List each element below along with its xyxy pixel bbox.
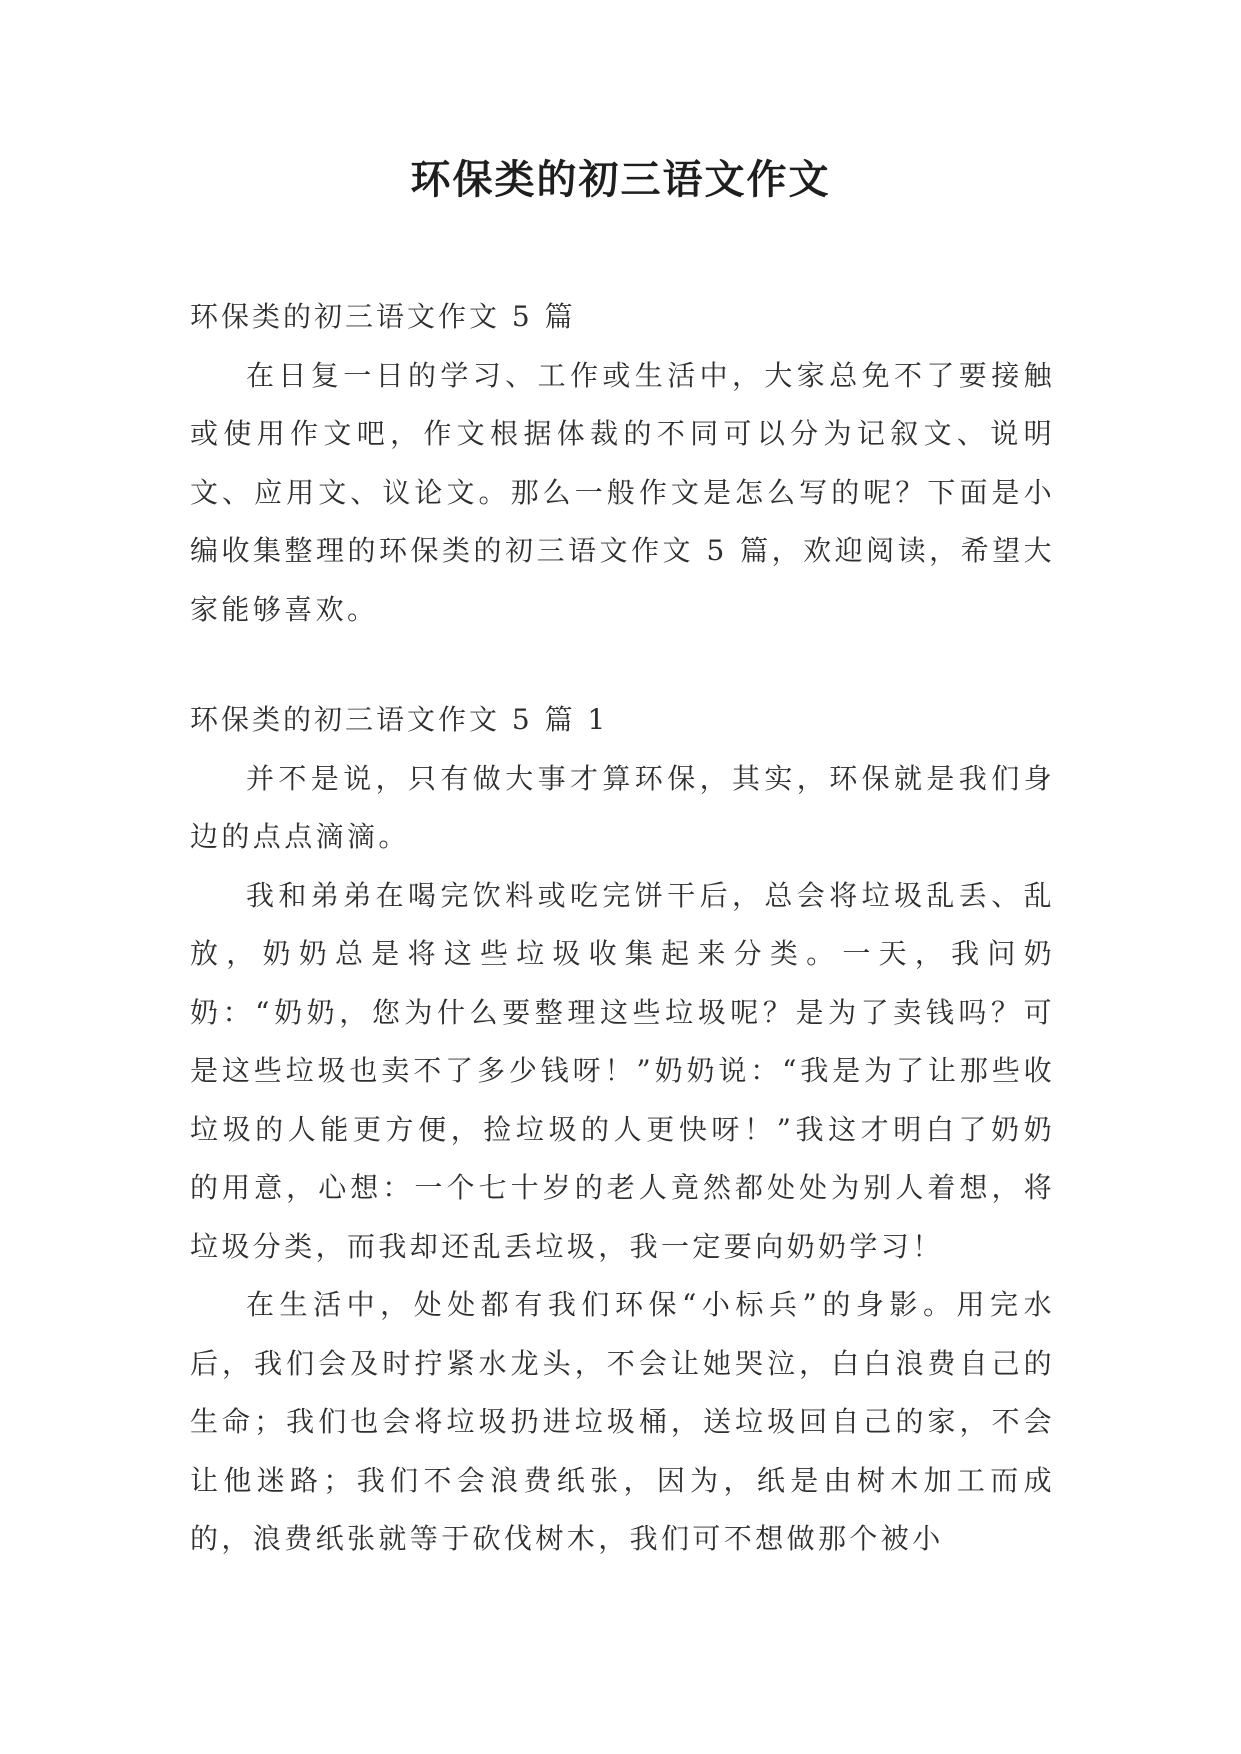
document-title: 环保类的初三语文作文 xyxy=(410,156,831,203)
section-heading: 环保类的初三语文作文 5 篇 1 xyxy=(190,703,609,736)
body-paragraph: 我和弟弟在喝完饮料或吃完饼干后，总会将垃圾乱丢、乱放，奶奶总是将这些垃圾收集起来分类。一天，我问奶奶：“奶奶，您为什么要整理这些垃圾呢？是为了卖钱吗？可是这些垃圾也卖不了多少钱呀！”奶奶说：“我是为了让那些收垃圾的人能更方便，捡垃圾的人更快呀！”我这才明白了奶奶的用意，心想：一个七十岁的老人竟然都处处为别人着想，将垃圾分类，而我却还乱丢垃圾，我一定要向奶奶学习！ xyxy=(190,878,1055,1263)
document-body xyxy=(190,288,1055,1569)
section-spacer xyxy=(190,639,1055,691)
intro-paragraph: 在日复一日的学习、工作或生活中，大家总免不了要接触或使用作文吧，作文根据体裁的不同可以分为记叙文、说明文、应用文、议论文。那么一般作文是怎么写的呢？下面是小编收集整理的环保类的初三语文作文 5 篇，欢迎阅读，希望大家能够喜欢。 xyxy=(190,358,1055,626)
document-subtitle: 环保类的初三语文作文 5 篇 xyxy=(190,300,576,333)
body-paragraph: 并不是说，只有做大事才算环保，其实，环保就是我们身边的点点滴滴。 xyxy=(190,761,1055,853)
body-paragraph: 在生活中，处处都有我们环保“小标兵”的身影。用完水后，我们会及时拧紧水龙头，不会让她哭泣，白白浪费自己的生命；我们也会将垃圾扔进垃圾桶，送垃圾回自己的家，不会让他迷路；我们不会浪费纸张，因为，纸是由树木加工而成的，浪费纸张就等于砍伐树木，我们可不想做那个被小 xyxy=(190,1288,1055,1555)
